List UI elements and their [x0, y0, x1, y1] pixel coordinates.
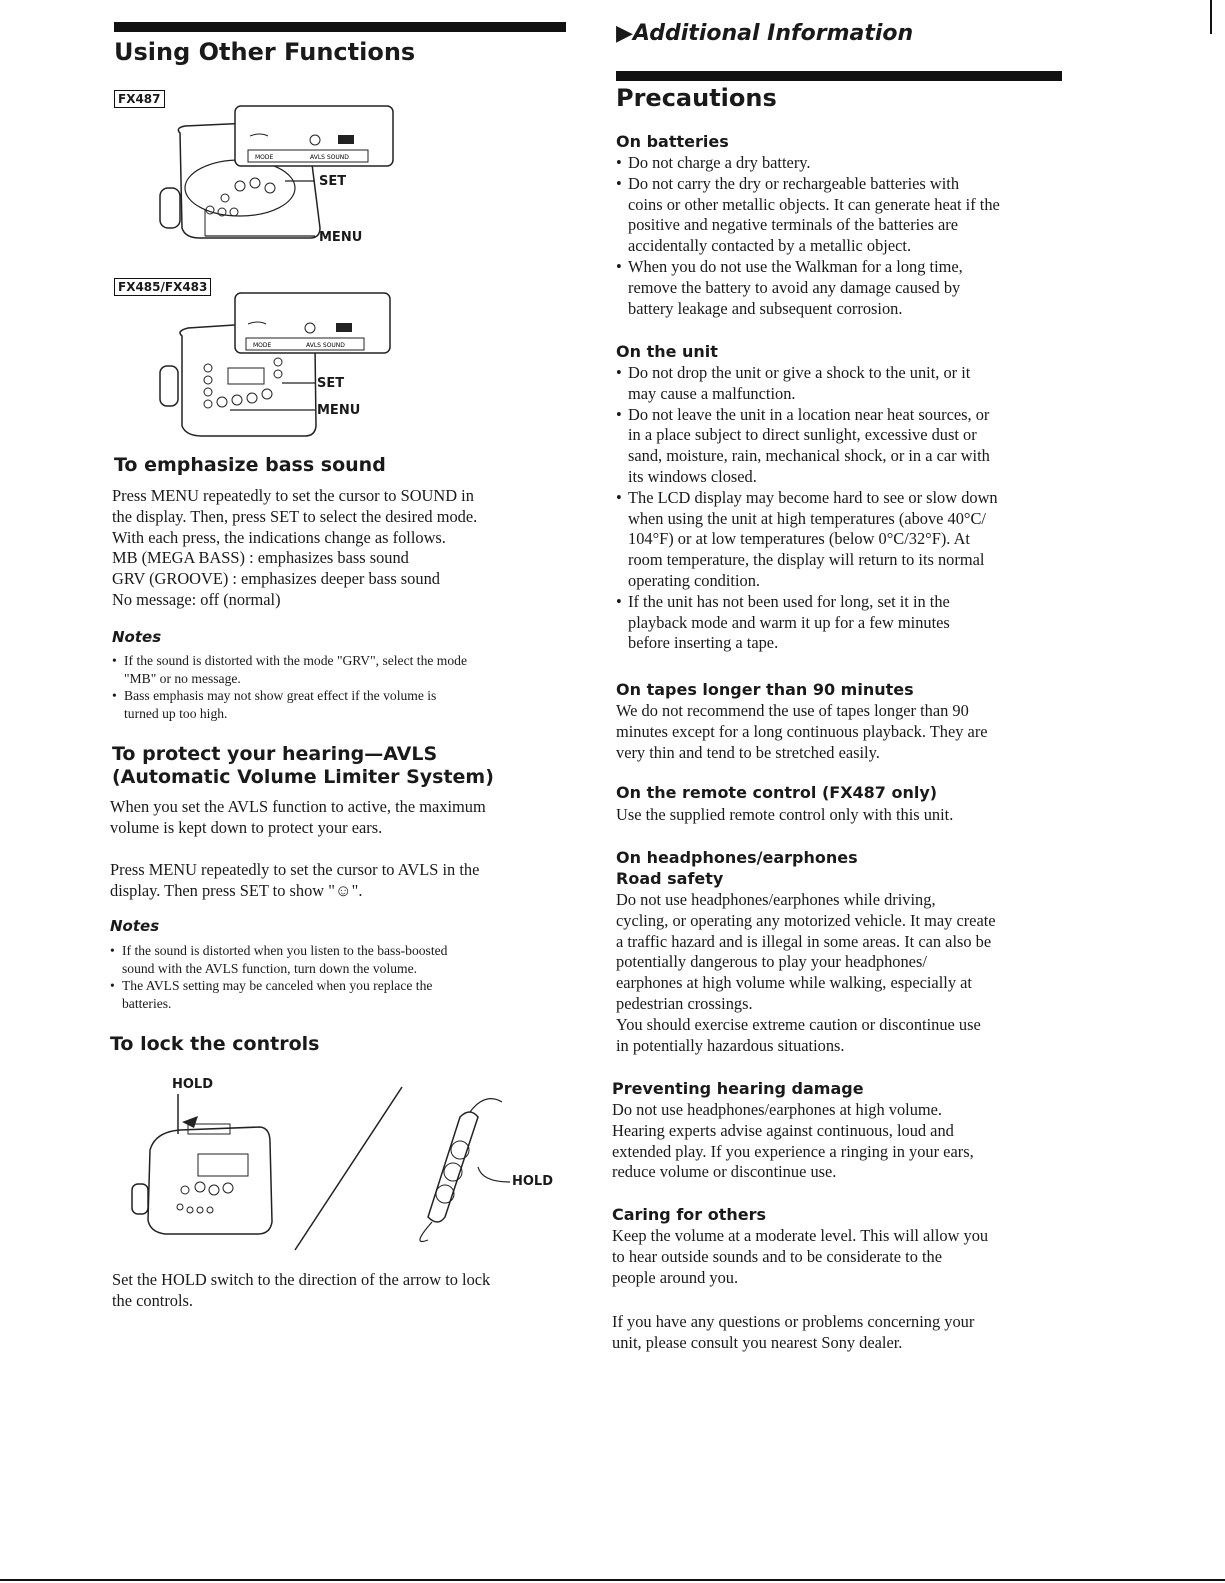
bass-line: GRV (GROOVE) : emphasizes deeper bass sound — [112, 569, 440, 589]
model-label-fx485-fx483: FX485/FX483 — [114, 278, 211, 296]
remote-body: Use the supplied remote control only with this unit. — [616, 805, 954, 824]
lock-body: Set the HOLD switch to the direction of the arrow to lock the controls. — [112, 1270, 491, 1310]
bass-line: Press MENU repeatedly to set the cursor to SOUND in — [112, 486, 474, 505]
menu-label-fx487: MENU — [319, 230, 363, 245]
avls-body-2: Press MENU repeatedly to set the cursor to AVLS in the display. Then press SET to show "☺". — [110, 860, 480, 900]
lock-heading: To lock the controls — [110, 1033, 320, 1055]
unit-list — [616, 363, 1071, 654]
note-item: • Bass emphasis may not show great effect if the volume is turned up too high. — [112, 687, 567, 722]
avls-notes-heading: Notes — [110, 917, 160, 935]
unit-item: • Do not leave the unit in a location near heat sources, or in a place subject to direct sunlight, excessive dust or sand, moisture, rain, mechanical shock, or in a car with its windows closed. — [616, 405, 1071, 488]
tapes-heading: On tapes longer than 90 minutes — [616, 680, 914, 699]
precautions-rule — [616, 71, 1062, 81]
hearing-body: Do not use headphones/earphones at high volume. Hearing experts advise against continuous, loud and extended play. If you experience a ringing in your ears, reduce volume or discontinue use. — [612, 1100, 974, 1182]
unit-item: • Do not drop the unit or give a shock to the unit, or it may cause a malfunction. — [616, 363, 1071, 405]
precautions-title: Precautions — [616, 84, 777, 112]
bass-notes-heading: Notes — [112, 628, 162, 646]
hearing-heading: Preventing hearing damage — [612, 1079, 864, 1098]
batteries-list — [616, 153, 1071, 319]
avls-notes — [110, 942, 565, 1012]
unit-heading: On the unit — [616, 342, 718, 361]
headphones-body: Do not use headphones/earphones while driving, cycling, or operating any motorized vehicle. It may create a traffic hazard and is illegal in some areas. It can also be potentially dangerous to play your headphones/ earphones at high volume while walking, especially at pedestrian crossings. You should exercise extreme caution or discontinue use in potentially hazardous situations. — [616, 890, 996, 1055]
tapes-body: We do not recommend the use of tapes longer than 90 minutes except for a long continuous playback. They are very thin and tend to be stretched easily. — [616, 701, 988, 762]
menu-label-fx485-fx483: MENU — [317, 403, 361, 418]
avls-body-1: When you set the AVLS function to active, the maximum volume is kept down to protect your ears. — [110, 797, 486, 837]
unit-item: • The LCD display may become hard to see or slow down when using the unit at high temperatures (above 40°C/ 104°F) or at low temperatures (below 0°C/32°F). At room temperature, the display will return to its normal operating condition. — [616, 488, 1071, 592]
unit-item: • If the unit has not been used for long, set it in the playback mode and warm it up for a few minutes before inserting a tape. — [616, 592, 1071, 654]
section-header: ▶Additional Information — [616, 21, 914, 46]
set-label-fx487: SET — [319, 174, 347, 189]
headphones-heading: On headphones/earphones — [616, 848, 858, 867]
bass-line: MB (MEGA BASS) : emphasizes bass sound — [112, 548, 409, 568]
svg-text:MODE: MODE — [253, 342, 272, 349]
road-safety-heading: Road safety — [616, 869, 724, 888]
closing-text: If you have any questions or problems concerning your unit, please consult you nearest Sony dealer. — [612, 1312, 975, 1352]
note-item: • The AVLS setting may be canceled when you replace the batteries. — [110, 977, 565, 1012]
hold-label-unit: HOLD — [172, 1077, 214, 1092]
batteries-item: • Do not charge a dry battery. — [616, 153, 1071, 174]
bass-line: the display. Then, press SET to select the desired mode. — [112, 506, 478, 526]
set-label-fx485-fx483: SET — [317, 376, 345, 391]
bass-heading: To emphasize bass sound — [114, 454, 386, 476]
page-bottom-line — [0, 1579, 1225, 1581]
batteries-heading: On batteries — [616, 132, 729, 151]
avls-heading: To protect your hearing—AVLS (Automatic Volume Limiter System) — [112, 743, 494, 788]
page-edge-line — [1210, 0, 1212, 34]
hold-label-remote: HOLD — [512, 1174, 554, 1189]
model-label-fx487: FX487 — [114, 90, 165, 108]
figure-fx485-fx483 — [110, 276, 410, 441]
note-item: • If the sound is distorted with the mode "GRV", select the mode "MB" or no message. — [112, 652, 567, 687]
others-body: Keep the volume at a moderate level. This will allow you to hear outside sounds and to be considerate to the people around you. — [612, 1226, 989, 1287]
figure-hold — [110, 1072, 565, 1262]
others-heading: Caring for others — [612, 1205, 767, 1224]
walkman-illustration-fx487 — [110, 88, 410, 248]
figure-fx487 — [110, 88, 410, 248]
bass-body — [112, 486, 567, 611]
walkman-illustration-fx485-fx483 — [110, 276, 410, 441]
remote-heading: On the remote control (FX487 only) — [616, 783, 938, 802]
bass-line: No message: off (normal) — [112, 589, 281, 609]
svg-text:MODE: MODE — [255, 154, 274, 161]
note-item: • If the sound is distorted when you listen to the bass-boosted sound with the AVLS function, turn down the volume. — [110, 942, 565, 977]
bass-notes — [112, 652, 567, 722]
batteries-item: • When you do not use the Walkman for a long time, remove the battery to avoid any damage caused by battery leakage and subsequent corrosion. — [616, 257, 1071, 319]
svg-text:AVLS SOUND: AVLS SOUND — [310, 154, 349, 161]
svg-text:AVLS SOUND: AVLS SOUND — [306, 342, 345, 349]
hold-illustration — [110, 1072, 565, 1262]
batteries-item: • Do not carry the dry or rechargeable batteries with coins or other metallic objects. It can generate heat if the positive and negative terminals of the batteries are accidentally contacted by a metallic object. — [616, 174, 1071, 257]
title-rule — [114, 22, 566, 32]
page-title: Using Other Functions — [114, 38, 416, 66]
bass-line: With each press, the indications change as follows. — [112, 527, 446, 547]
